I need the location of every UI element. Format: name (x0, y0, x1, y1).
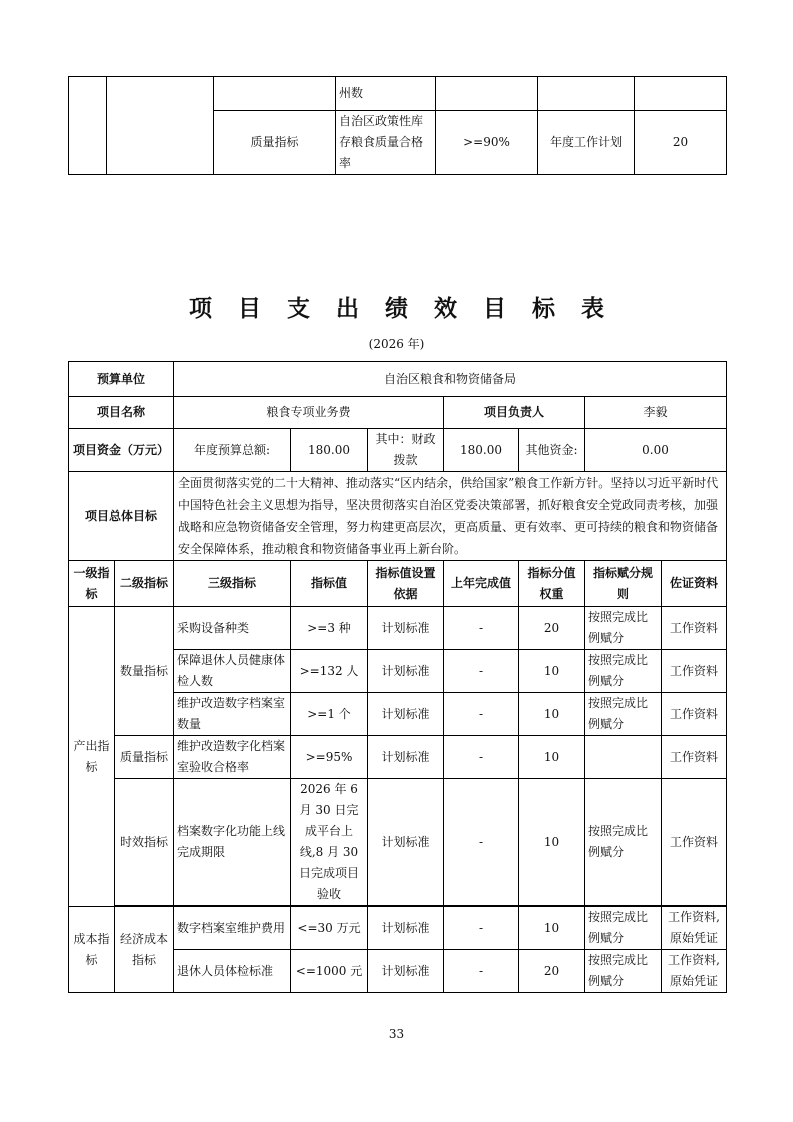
other-label: 其他资金: (519, 429, 585, 472)
col-level3: 三级指标 (174, 561, 291, 607)
group-cost: 成本指标 (69, 907, 115, 993)
top-indicator-tail: 州数 (336, 77, 436, 111)
fund-label: 项目资金（万元） (69, 429, 174, 472)
col-rule: 指标赋分规则 (585, 561, 662, 607)
col-level2: 二级指标 (115, 561, 174, 607)
other-value: 0.00 (585, 429, 727, 472)
continued-indicator-table (68, 76, 727, 175)
budget-unit-value: 自治区粮食和物资储备局 (174, 362, 727, 397)
annual-budget-value: 180.00 (291, 429, 368, 472)
group-output: 产出指标 (69, 607, 115, 907)
fiscal-value: 180.00 (444, 429, 519, 472)
col-basis: 指标值设置依据 (368, 561, 444, 607)
budget-unit-label: 预算单位 (69, 362, 174, 397)
table-row: 保障退休人员健康体检人数 >=132 人 计划标准 - 10 按照完成比例赋分 工作资料 (69, 650, 727, 693)
table-row: 质量指标 维护改造数字化档案室验收合格率 >=95% 计划标准 - 10 工作资料 (69, 736, 727, 779)
group-quantity: 数量指标 (115, 607, 174, 736)
top-quality-value: >=90% (436, 111, 538, 175)
col-prev: 上年完成值 (444, 561, 519, 607)
col-level1: 一级指标 (69, 561, 115, 607)
table-row: 退休人员体检标准 <=1000 元 计划标准 - 20 按照完成比例赋分 工作资料,原始凭证 (69, 950, 727, 993)
year-label: (2026 年) (368, 337, 425, 351)
group-economic-cost: 经济成本指标 (115, 907, 174, 993)
leader-value: 李毅 (585, 397, 727, 429)
table-row: 时效指标 档案数字化功能上线完成期限 2026 年 6 月 30 日完成平台上线,8 月 30 日完成项目验收 计划标准 - 10 按照完成比例赋分 工作资料 (69, 779, 727, 906)
table-row: 维护改造数字档案室数量 >=1 个 计划标准 - 10 按照完成比例赋分 工作资料 (69, 693, 727, 736)
project-name-label: 项目名称 (69, 397, 174, 429)
project-name-value: 粮食专项业务费 (174, 397, 444, 429)
col-value: 指标值 (291, 561, 368, 607)
top-level1-cell (69, 77, 107, 175)
top-quality-weight: 20 (635, 111, 727, 175)
top-quality-indicator: 自治区政策性库存粮食质量合格率 (336, 111, 436, 175)
goal-label: 项目总体目标 (69, 472, 174, 561)
col-weight: 指标分值权重 (519, 561, 585, 607)
fiscal-label: 其中：财政拨款 (368, 429, 444, 472)
performance-target-table (68, 361, 727, 993)
page-title: 项目支出绩效目标表 (189, 296, 630, 322)
top-quality-label: 质量指标 (214, 111, 336, 175)
page-number: 33 (388, 1027, 405, 1041)
group-quality: 质量指标 (115, 736, 174, 779)
top-level2-empty (214, 77, 336, 111)
table-row: 成本指标 经济成本指标 数字档案室维护费用 <=30 万元 计划标准 - 10 按照完成比例赋分 工作资料,原始凭证 (69, 907, 727, 950)
col-evidence: 佐证资料 (662, 561, 727, 607)
group-timeliness: 时效指标 (115, 779, 174, 906)
goal-text: 全面贯彻落实党的二十大精神、推动落实“区内结余，供给国家”粮食工作新方针。坚持以习近平新时代中国特色社会主义思想为指导，坚决贯彻落实自治区党委决策部署，抓好粮食安全党政同责考核，加强战略和应急物资储备安全管理，努力构建更高层次，更高质量、更有效率、更可持续的粮食和物资储备安全保障体系，推动粮食和物资储备事业再上新台阶。 (174, 472, 727, 561)
top-quality-basis: 年度工作计划 (538, 111, 635, 175)
annual-budget-label: 年度预算总额: (174, 429, 291, 472)
leader-label: 项目负责人 (444, 397, 585, 429)
top-level2-cell (107, 77, 214, 175)
table-row: 产出指标 数量指标 采购设备种类 >=3 种 计划标准 - 20 按照完成比例赋分 工作资料 (69, 607, 727, 650)
